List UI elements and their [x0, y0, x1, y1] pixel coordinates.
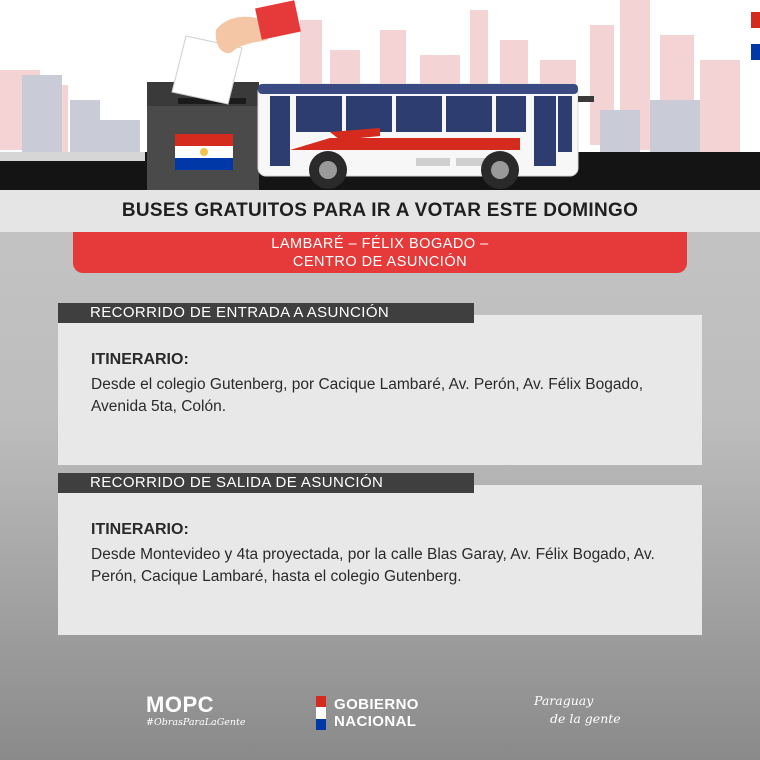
- section-label-salida: RECORRIDO DE SALIDA DE ASUNCIÓN: [58, 473, 474, 493]
- paraguay-flag-icon: [751, 12, 760, 60]
- paraguay-de-la-gente-logo: [534, 692, 621, 728]
- itinerary-text: Desde el colegio Gutenberg, por Cacique Lambaré, Av. Perón, Av. Félix Bogado, Avenida 5ta, Colón.: [91, 376, 644, 415]
- gobierno-line-2: NACIONAL: [334, 713, 417, 730]
- route-line-1: LAMBARÉ – FÉLIX BOGADO –: [271, 236, 489, 252]
- banner-illustration: [0, 0, 760, 190]
- route-line-2: CENTRO DE ASUNCIÓN: [292, 254, 468, 270]
- itinerary-card-entrada: [58, 315, 702, 465]
- page-title: BUSES GRATUITOS PARA IR A VOTAR ESTE DOMINGO: [121, 200, 639, 221]
- pdg-line-1: Paraguay: [534, 693, 594, 708]
- route-banner: [73, 232, 687, 273]
- paraguay-flag-icon: [316, 696, 326, 730]
- title-bar: [0, 190, 760, 232]
- itinerary-text: Desde Montevideo y 4ta proyectada, por la calle Blas Garay, Av. Félix Bogado, Av. Perón, Cacique Lambaré, hasta el colegio Gutenberg.: [91, 546, 655, 585]
- pdg-line-2: de la gente: [550, 711, 621, 726]
- bus-icon: [258, 84, 594, 189]
- mopc-tagline: #ObrasParaLaGente: [146, 717, 246, 728]
- city-skyline-icon: [0, 0, 760, 190]
- section-label-entrada: RECORRIDO DE ENTRADA A ASUNCIÓN: [58, 303, 474, 323]
- gobierno-line-1: GOBIERNO: [334, 696, 419, 713]
- mopc-name: MOPC: [146, 692, 214, 717]
- itinerary-heading: ITINERARIO:: [91, 351, 189, 368]
- mopc-logo: [146, 694, 246, 729]
- gobierno-nacional-logo: [316, 696, 419, 730]
- footer-logos: [0, 686, 760, 736]
- itinerary-card-salida: [58, 485, 702, 635]
- itinerary-heading: ITINERARIO:: [91, 521, 189, 538]
